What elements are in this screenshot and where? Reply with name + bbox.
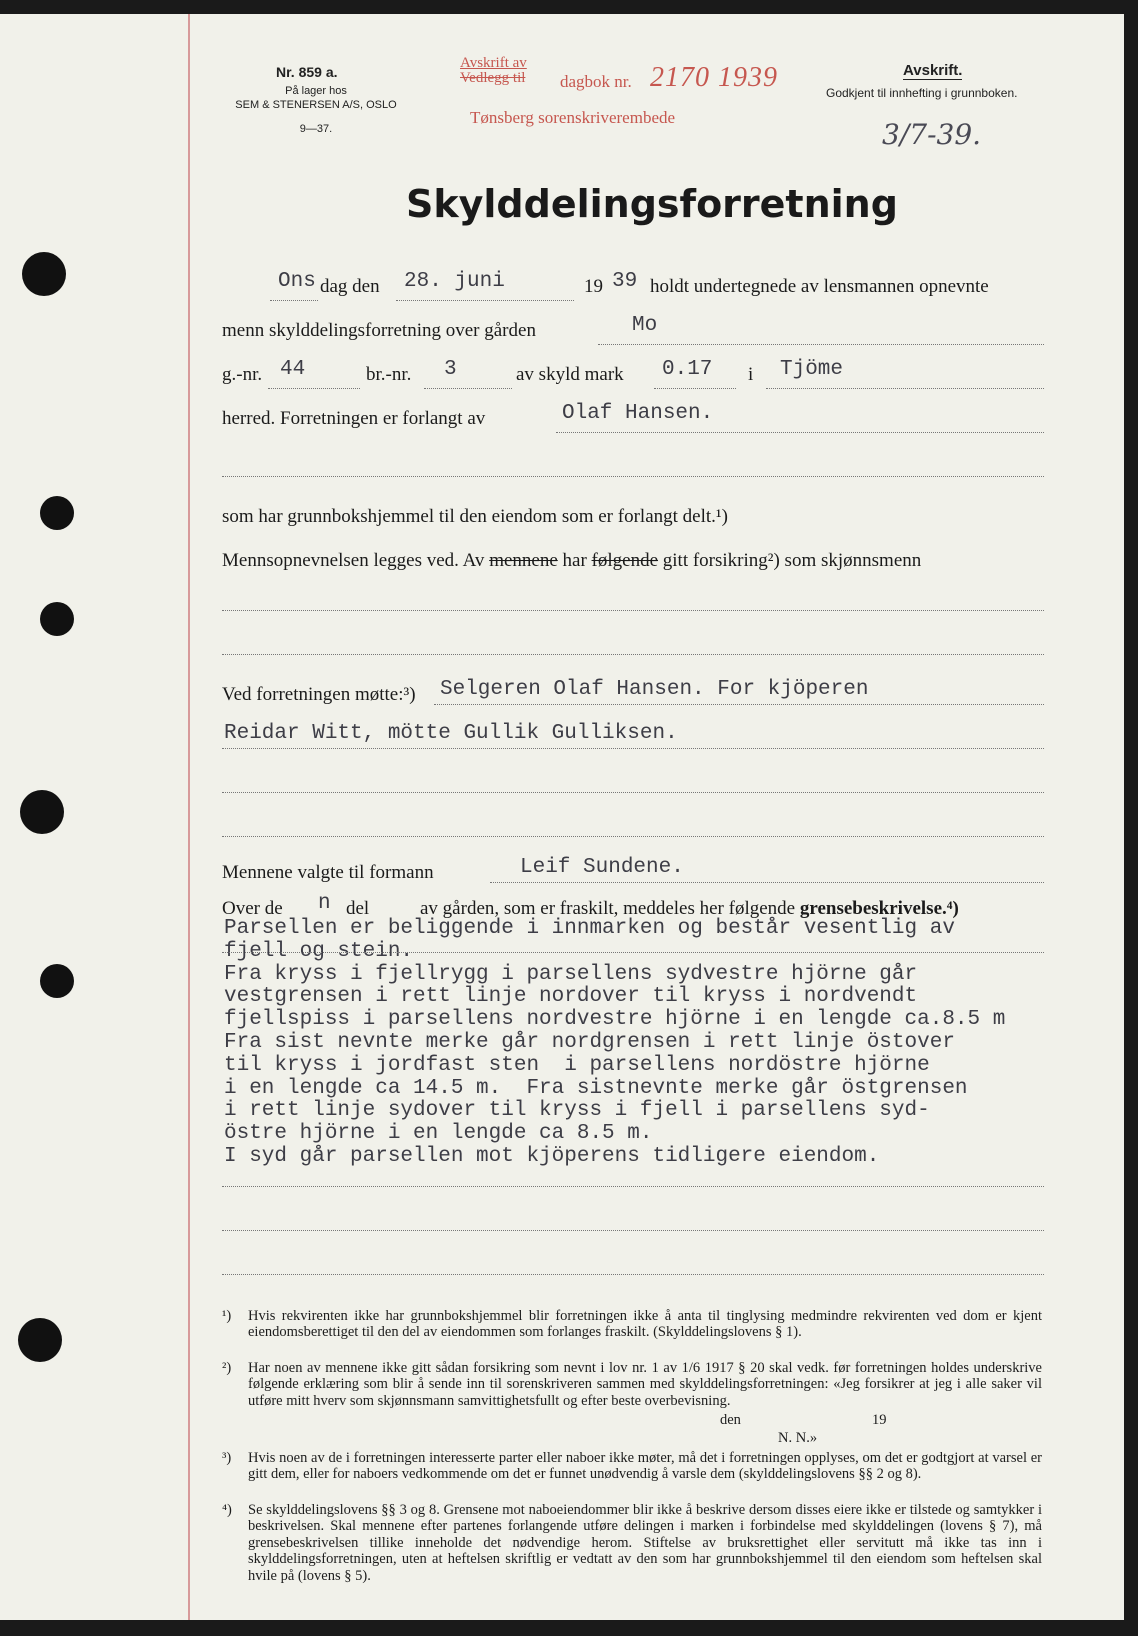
description-line: Fra kryss i fjellrygg i parsellens sydvestre hjörne går: [224, 962, 918, 986]
avskrift-label: Avskrift.: [903, 62, 963, 79]
fill-line: [654, 388, 736, 389]
form-date: 9—37.: [299, 123, 333, 135]
fill-line: [222, 792, 1044, 793]
del-label: del: [346, 898, 370, 919]
publisher-line: SEM & STENERSEN A/S, OSLO: [235, 99, 397, 111]
footnote-2-den: den: [720, 1412, 741, 1428]
stamp-handwritten-number: 2170 1939: [650, 62, 778, 93]
fill-line: [424, 388, 512, 389]
boundary-intro: av gården, som er fraskilt, meddeles her følgende grensebeskrivelse.⁴): [420, 898, 959, 919]
description-line: Parsellen er beliggende i innmarken og består vesentlig av: [224, 917, 955, 940]
approval-date: 3/7-39.: [882, 118, 982, 151]
i-label: i: [748, 364, 754, 385]
farm-label: menn skylddelingsforretning over gården: [222, 320, 536, 341]
footnote-2: ²) Har noen av mennene ikke gitt sådan forsikring som nevnt i lov nr. 1 av 1/6 1917 § 20 skal vedk. før forretningen holdes underskrive følgende erklæring som blir å sende inn til sorenskriveren sammen med skylddelingsforretningen: «Jeg forsikrer at jeg i alle saker vil utføre mitt hverv som skjønnsmann samvittighetsfullt og efter beste overbevisning.: [222, 1360, 1042, 1409]
herred-label: herred. Forretningen er forlangt av: [222, 408, 486, 429]
fill-line: [222, 476, 1044, 477]
weekday-value: Ons: [278, 270, 316, 293]
fill-line: [222, 1186, 1044, 1187]
description-line: til kryss i jordfast sten i parsellens nordöstre hjörne: [224, 1053, 930, 1077]
punch-hole: [40, 496, 74, 530]
gnr-value: 44: [280, 358, 306, 381]
attendees-line: Reidar Witt, mötte Gullik Gulliksen.: [224, 722, 678, 745]
footnote-2-signature: N. N.»: [778, 1430, 818, 1446]
bnr-label: br.-nr.: [366, 364, 412, 385]
fill-line: [434, 704, 1044, 705]
stamp-avskrift: Avskrift av Vedlegg til: [460, 55, 527, 86]
footnote-4: ⁴) Se skylddelingslovens §§ 3 og 8. Grensene mot naboeiendommer blir ikke å beskrive dersom disses eiere ikke er tilstede og samtykker i beskrivelsen. Skal mennene efter partenes forlangende utføre delingen i marken i forbindelse med skylddelingen (lovens § 7), må grensebeskrivelsen tillike inneholde det nødvendige herom. Stiftelse av bruksrettighet eller servitutt må ikke tas inn i skylddelingsforretningen, uten at heftelsen skriftlig er vedtatt av den som har grunnbokshjemmel til den eiendom som heftelsen skal hvile på (lovens § 5).: [222, 1502, 1042, 1584]
year-value: 39: [612, 270, 638, 293]
footnote-1: ¹) Hvis rekvirenten ikke har grunnbokshjemmel blir forretningen ikke å anta til tinglysing medmindre rekvirenten ved dom er kjent eiendomsberettiget til den del av eiendommen som forlanges fraskilt. (Skylddelingslovens § 1).: [222, 1308, 1042, 1341]
document-page: [0, 14, 1124, 1620]
description-line: fjellspiss i parsellens nordvestre hjörne i en lengde ca.8.5 m: [224, 1008, 1006, 1032]
page-title: Skylddelingsforretning: [406, 182, 898, 226]
n-value: n: [318, 892, 331, 915]
fill-line: [270, 300, 318, 301]
fill-line: [222, 836, 1044, 837]
publisher-line: På lager hos: [285, 85, 347, 97]
skyld-value: 0.17: [662, 358, 713, 381]
fill-line: [490, 882, 1044, 883]
fill-line: [222, 748, 1044, 749]
attendees-label: Ved forretningen møtte:³): [222, 684, 416, 705]
description-line: fjell og stein.: [224, 939, 414, 963]
dag-den-label: dag den: [320, 276, 380, 297]
fill-line: [556, 432, 1044, 433]
fill-line: [222, 654, 1044, 655]
attendees-line: Selgeren Olaf Hansen. For kjöperen: [440, 678, 869, 701]
description-line: vestgrensen i rett linje nordover til kryss i nordvendt: [224, 985, 918, 1009]
fill-line: [396, 300, 574, 301]
bnr-value: 3: [444, 358, 457, 381]
punch-hole: [18, 1318, 62, 1362]
year-prefix: 19: [584, 276, 603, 297]
fill-line: [222, 1230, 1044, 1231]
grunnbok-text: som har grunnbokshjemmel til den eiendom som er forlangt delt.¹): [222, 506, 728, 527]
over-de-label: Over de: [222, 898, 283, 919]
fill-line: [222, 952, 1044, 953]
footnote-2-year: 19: [872, 1412, 887, 1428]
chairman-value: Leif Sundene.: [520, 856, 684, 879]
place-value: Tjöme: [780, 358, 844, 381]
farm-name: Mo: [632, 314, 658, 337]
gnr-label: g.-nr.: [222, 364, 263, 385]
description-line: I syd går parsellen mot kjöperens tidligere eiendom.: [224, 1144, 880, 1168]
held-text: holdt undertegnede av lensmannen opnevnte: [650, 276, 989, 297]
punch-hole: [40, 602, 74, 636]
margin-line: [188, 14, 190, 1620]
skyld-label: av skyld mark: [516, 364, 624, 385]
footnote-3: ³) Hvis noen av de i forretningen interesserte parter eller naboer ikke møter, må det i forretningen opplyses, om det er godtgjort at varsel er gitt dem, eller for naboers vedkommende om det er funnet unødvendig å varsle dem (skylddelingslovens §§ 2 og 8).: [222, 1450, 1042, 1483]
stamp-dagbok: dagbok nr.: [560, 72, 632, 91]
fill-line: [222, 610, 1044, 611]
description-line: östre hjörne i en lengde ca 8.5 m.: [224, 1122, 653, 1146]
punch-hole: [22, 252, 66, 296]
description-line: Fra sist nevnte merke går nordgrensen i rett linje östover: [224, 1030, 955, 1054]
fill-line: [598, 344, 1044, 345]
description-line: i en lengde ca 14.5 m. Fra sistnevnte merke går östgrensen: [224, 1076, 968, 1100]
stamp-office: Tønsberg sorenskriverembede: [470, 108, 676, 127]
punch-hole: [40, 964, 74, 998]
oath-text: Mennsopnevnelsen legges ved. Av mennene har følgende gitt forsikring²) som skjønnsmenn: [222, 550, 922, 571]
punch-hole: [20, 790, 64, 834]
requested-by-value: Olaf Hansen.: [562, 402, 714, 425]
fill-line: [766, 388, 1044, 389]
chairman-label: Mennene valgte til formann: [222, 862, 434, 883]
fill-line: [222, 1274, 1044, 1275]
fill-line: [268, 388, 360, 389]
boundary-description: [224, 918, 1005, 1169]
approval-text: Godkjent til innhefting i grunnboken.: [826, 86, 1018, 100]
description-line: i rett linje sydover til kryss i fjell i parsellens syd-: [224, 1099, 930, 1123]
form-number: Nr. 859 a.: [276, 64, 338, 80]
date-value: 28. juni: [404, 270, 505, 293]
